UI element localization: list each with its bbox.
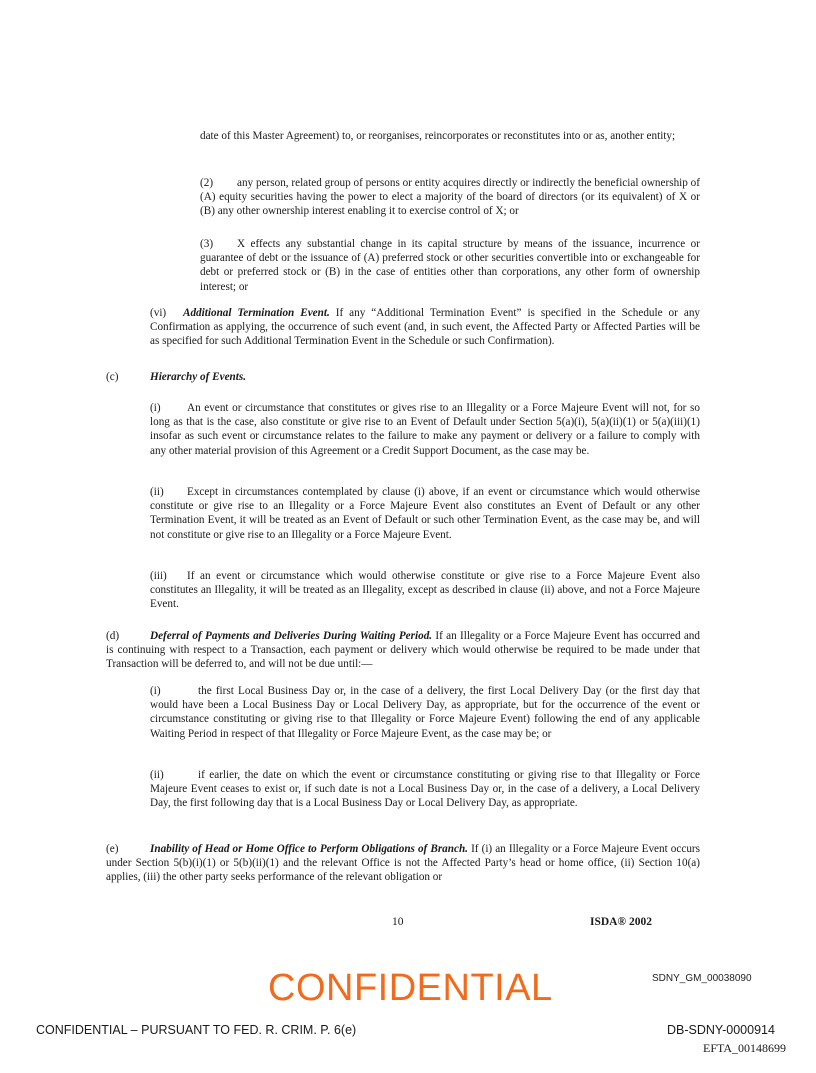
confidential-watermark: CONFIDENTIAL	[268, 967, 553, 1009]
isda-footer-mark: ISDA® 2002	[590, 916, 652, 928]
bates-stamp-sdny-gm: SDNY_GM_00038090	[652, 973, 752, 984]
clause-number: (ii)	[150, 769, 164, 781]
clause-number: (iii)	[150, 570, 167, 582]
section-number: (d)	[106, 630, 120, 642]
page-number: 10	[392, 916, 404, 928]
paragraph-text: If any “Additional Termination Event” is specified in the Schedule or any Confirmation as applying, the occurrence of such event (and, in such event, the Affected Party or Affected Parties will be as specified for such Additional Termination Event in the Schedule or such Confirmation).	[150, 307, 701, 348]
paragraph-clause-vi	[150, 306, 700, 349]
bates-stamp-db-sdny: DB-SDNY-0000914	[667, 1023, 775, 1037]
paragraph-clause-c-ii	[150, 485, 700, 542]
clause-number: (i)	[150, 402, 161, 414]
clause-number: (i)	[150, 685, 161, 697]
paragraph-clause-d-i	[150, 684, 700, 741]
section-title: Hierarchy of Events.	[150, 371, 247, 383]
paragraph-text: If an Illegality or a Force Majeure Event has occurred and is continuing with respect to a Transaction, each payment or delivery which would otherwise be required to be made under that Transaction will be deferred to, and will not be due until:—	[106, 630, 700, 671]
paragraph-text: Except in circumstances contemplated by clause (i) above, if an event or circumstance which would otherwise constitute or give rise to an Illegality or a Force Majeure Event also constitutes an Event of Default or any other Termination Event, it will be treated as an Event of Default or such other Termination Event, as the case may be, and will not constitute or give rise to an Illegality or a Force Majeure Event.	[150, 486, 700, 541]
clause-number: (3)	[200, 238, 214, 250]
clause-number: (vi)	[150, 307, 167, 319]
paragraph-section-e	[106, 842, 700, 885]
section-number: (c)	[106, 371, 119, 383]
paragraph-text: If an event or circumstance which would otherwise constitute or give rise to a Force Majeure Event also constitutes an Illegality, it will be treated as an Illegality, except as described in clause (ii) above, and not a Force Majeure Event.	[150, 570, 700, 611]
paragraph-continuation	[200, 129, 700, 143]
section-title: Deferral of Payments and Deliveries During Waiting Period.	[150, 630, 433, 642]
paragraph-clause-3	[200, 237, 700, 294]
section-title: Inability of Head or Home Office to Perform Obligations of Branch.	[150, 843, 468, 855]
paragraph-text: the first Local Business Day or, in the case of a delivery, the first Local Delivery Day (or the first day that would have been a Local Business Day or Local Delivery Day, as appropriate, but for the occurrence of the event or circumstance constituting or giving rise to that Illegality or Force Majeure Event) following the end of any applicable Waiting Period in respect of that Illegality or Force Majeure Event, as the case may be; or	[150, 685, 700, 740]
paragraph-text: X effects any substantial change in its capital structure by means of the issuance, incurrence or guarantee of debt or the issuance of (A) preferred stock or other securities convertible into or exchangeable for debt or preferred stock or (B) in the case of entities other than corporations, any other form of ownership interest; or	[200, 238, 700, 293]
bates-stamp-efta: EFTA_00148699	[703, 1041, 787, 1055]
clause-title: Additional Termination Event.	[183, 307, 330, 319]
confidential-notice: CONFIDENTIAL – PURSUANT TO FED. R. CRIM. P. 6(e)	[36, 1023, 357, 1037]
section-heading-c	[106, 370, 700, 384]
paragraph-clause-2	[200, 176, 700, 219]
paragraph-clause-c-i	[150, 401, 700, 458]
paragraph-clause-c-iii	[150, 569, 700, 612]
paragraph-text: any person, related group of persons or entity acquires directly or indirectly the beneficial ownership of (A) equity securities having the power to elect a majority of the board of directors (or its equivalent) of X or (B) any other ownership interest enabling it to exercise control of X; or	[200, 177, 700, 218]
paragraph-text: An event or circumstance that constitutes or gives rise to an Illegality or a Force Majeure Event will not, for so long as that is the case, also constitute or give rise to an Event of Default under Section 5(a)(i), 5(a)(ii)(1) or 5(a)(iii)(1) insofar as such event or circumstance relates to the failure to make any payment or delivery or a failure to comply with any other material provision of this Agreement or a Credit Support Document, as the case may be.	[150, 402, 700, 457]
section-number: (e)	[106, 843, 119, 855]
paragraph-text: date of this Master Agreement) to, or reorganises, reincorporates or reconstitutes into or as, another entity;	[200, 130, 676, 142]
paragraph-text: If (i) an Illegality or a Force Majeure Event occurs under Section 5(b)(i)(1) or 5(b)(ii)(1) and the relevant Office is not the Affected Party’s head or home office, (ii) Section 10(a) applies, (iii) the other party seeks performance of the relevant obligation or	[106, 843, 701, 884]
clause-number: (2)	[200, 177, 214, 189]
clause-number: (ii)	[150, 486, 164, 498]
paragraph-section-d	[106, 629, 700, 672]
paragraph-text: if earlier, the date on which the event or circumstance constituting or giving rise to that Illegality or Force Majeure Event ceases to exist or, if such date is not a Local Business Day or, in the case of a delivery, a Local Delivery Day, the first following day that is a Local Business Day or Local Delivery Day, as appropriate.	[150, 769, 700, 810]
paragraph-clause-d-ii	[150, 768, 700, 811]
